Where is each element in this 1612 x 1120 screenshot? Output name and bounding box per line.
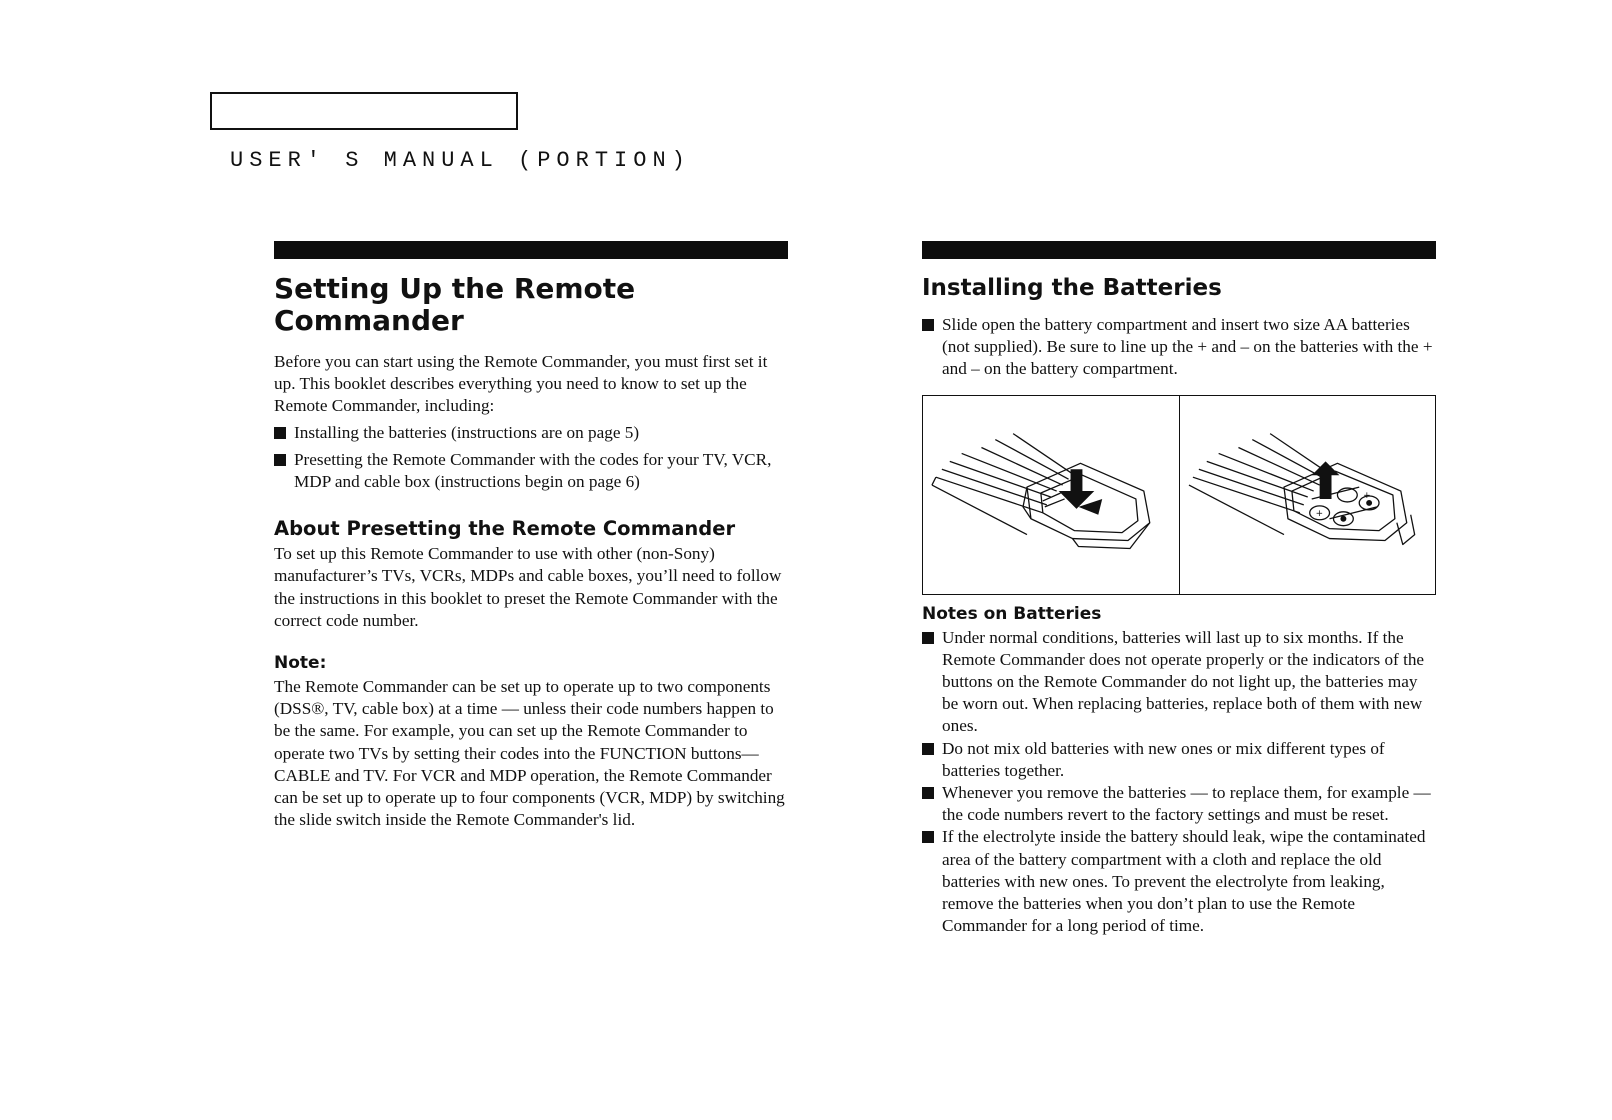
intro-paragraph: Before you can start using the Remote Commander, you must first set it up. This booklet describes everything you need to know to set up the Remote Commander, including: — [274, 352, 768, 416]
bullet-square-icon — [922, 831, 934, 843]
svg-text:+: + — [1315, 508, 1323, 519]
notes-heading: Notes on Batteries — [922, 603, 1102, 624]
bullet-square-icon — [922, 319, 934, 331]
svg-text:+: + — [1362, 490, 1371, 501]
list-item — [922, 826, 1436, 937]
bullet-square-icon — [274, 427, 286, 439]
bullet-square-icon — [274, 454, 286, 466]
list-item — [274, 449, 788, 493]
label-box — [210, 92, 518, 130]
section-title: Installing the Batteries — [922, 275, 1222, 301]
list-item-text: Whenever you remove the batteries — to replace them, for example — the code numbers revert to the factory settings and must be reset. — [942, 783, 1431, 825]
setup-list — [274, 422, 788, 494]
note-heading: Note: — [274, 653, 327, 674]
bullet-square-icon — [922, 743, 934, 755]
page-title: Setting Up the Remote Commander — [274, 272, 636, 337]
remote-batteries-inserted-illustration — [1179, 396, 1436, 594]
section-bar — [922, 241, 1436, 259]
bullet-square-icon — [922, 787, 934, 799]
list-item — [922, 314, 1436, 381]
install-list — [922, 314, 1436, 381]
note-paragraph: The Remote Commander can be set up to operate up to two components (DSS®, TV, cable box) at a time — unless their code numbers happen to be the same. For example, you can set up the Remote Commander to operate two TVs by setting their codes into the FUNCTION buttons—CABLE and TV. For VCR and MDP operation, the Remote Commander can be set up to operate up to four components (VCR, MDP) by switching the slide switch inside the Remote Commander's lid. — [274, 677, 785, 830]
list-item-text: If the electrolyte inside the battery should leak, wipe the contaminated area of the battery compartment with a cloth and replace the old batteries with new ones. To prevent the electrolyte from leaking, remove the batteries when you don’t plan to use the Remote Commander for a long period of time. — [942, 827, 1426, 936]
list-item-text: Presetting the Remote Commander with the codes for your TV, VCR, MDP and cable box (instructions begin on page 6) — [294, 449, 772, 492]
battery-figure — [922, 395, 1436, 595]
bullet-square-icon — [922, 632, 934, 644]
notes-list — [922, 627, 1436, 938]
remote-lid-slide-open-illustration — [923, 396, 1179, 594]
list-item — [274, 422, 788, 444]
manual-title: USER' S MANUAL (PORTION) — [230, 148, 691, 173]
left-column — [274, 241, 788, 831]
about-paragraph: To set up this Remote Commander to use with other (non-Sony) manufacturer’s TVs, VCRs, MDPs and cable boxes, you’ll need to follow the instructions in this booklet to preset the Remote Commander with the correct code number. — [274, 544, 782, 630]
list-item-text: Installing the batteries (instructions are on page 5) — [294, 422, 640, 442]
list-item-text: Under normal conditions, batteries will last up to six months. If the Remote Commander does not operate properly or the indicators of the buttons on the Remote Commander do not light up, the batteries may be worn out. When replacing batteries, replace both of them with new ones. — [942, 627, 1425, 736]
list-item — [922, 782, 1436, 826]
about-heading: About Presetting the Remote Commander — [274, 517, 736, 541]
section-bar — [274, 241, 788, 259]
list-item-text: Do not mix old batteries with new ones or mix different types of batteries together. — [942, 738, 1385, 780]
list-item — [922, 738, 1436, 782]
list-item-text: Slide open the battery compartment and insert two size AA batteries (not supplied). Be sure to line up the + and – on the batteries with the + and – on the battery compartment. — [942, 315, 1433, 379]
list-item — [922, 627, 1436, 738]
right-column — [922, 241, 1436, 937]
